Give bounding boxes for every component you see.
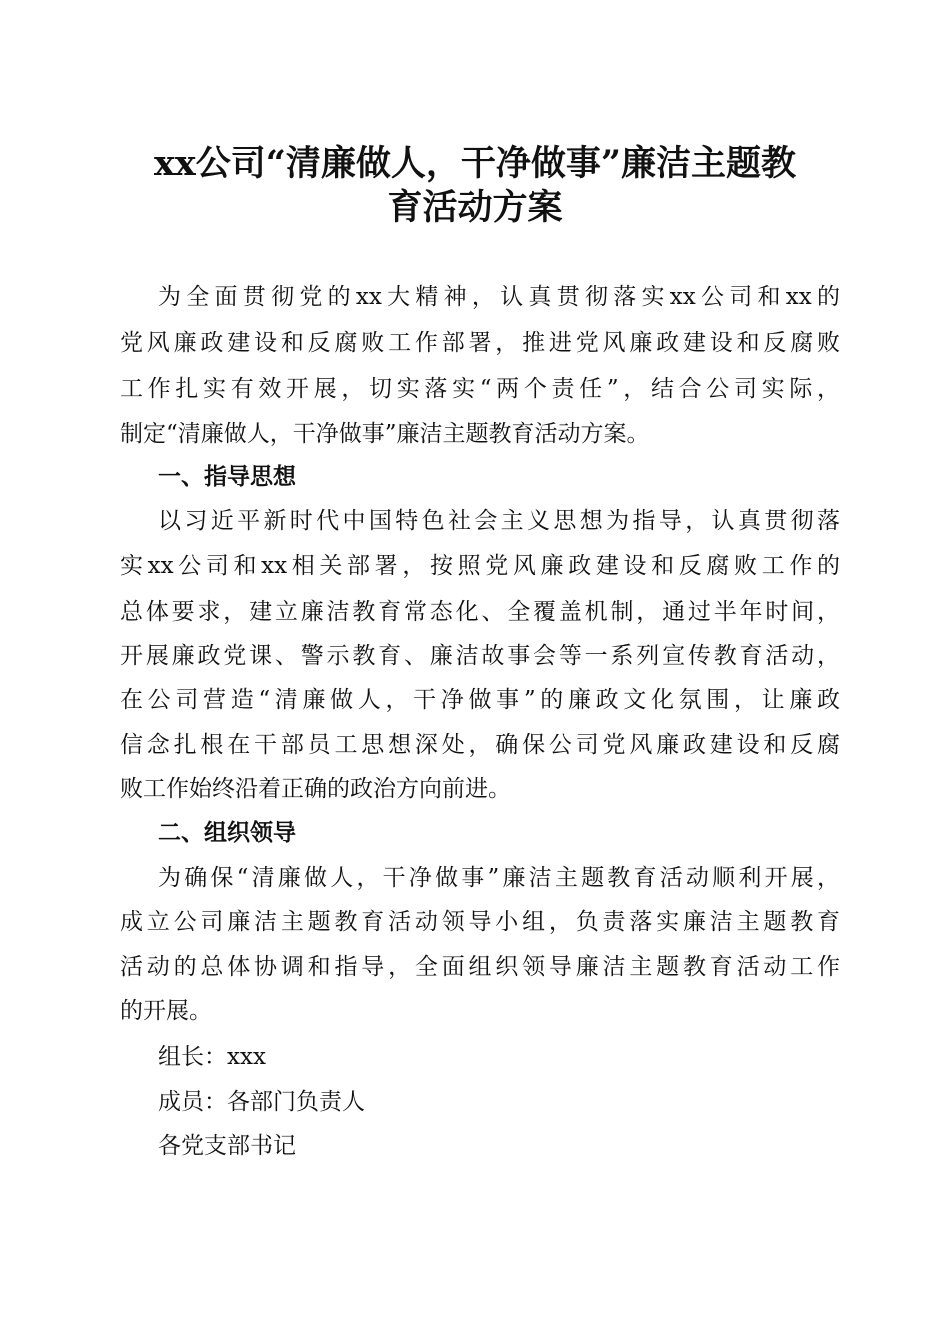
intro-line-1: 为全面贯彻党的xx大精神，认真贯彻落实xx公司和xx的 (158, 284, 840, 310)
section-1-line-5: 在公司营造“清廉做人，干净做事”的廉政文化氛围，让廉政 (120, 687, 840, 713)
intro-line-2: 党风廉政建设和反腐败工作部署，推进党风廉政建设和反腐败 (120, 330, 840, 356)
section-2-heading: 二、组织领导 (158, 820, 296, 846)
intro-line-3: 工作扎实有效开展，切实落实“两个责任”，结合公司实际， (120, 376, 840, 402)
intro-line-4: 制定“清廉做人，干净做事”廉洁主题教育活动方案。 (120, 421, 650, 447)
section-1-heading: 一、指导思想 (158, 464, 296, 490)
leader-line: 组长：xxx (158, 1044, 266, 1070)
section-1-line-6: 信念扎根在干部员工思想深处，确保公司党风廉政建设和反腐 (120, 732, 840, 758)
members-line: 成员：各部门负责人 (158, 1089, 365, 1115)
section-2-line-2: 成立公司廉洁主题教育活动领导小组，负责落实廉洁主题教育 (120, 909, 840, 935)
section-1-line-2: 实xx公司和xx相关部署，按照党风廉政建设和反腐败工作的 (120, 553, 840, 579)
section-1-line-4: 开展廉政党课、警示教育、廉洁故事会等一系列宣传教育活动， (120, 643, 840, 669)
section-2-line-3: 活动的总体协调和指导，全面组织领导廉洁主题教育活动工作 (120, 954, 840, 980)
secretaries-line: 各党支部书记 (158, 1133, 296, 1159)
document-title-line-1: xx公司“清廉做人，干净做事”廉洁主题教 (154, 143, 796, 184)
section-2-line-1: 为确保“清廉做人，干净做事”廉洁主题教育活动顺利开展， (158, 865, 840, 891)
section-1-line-7: 败工作始终沿着正确的政治方向前进。 (120, 776, 511, 802)
section-2-line-4: 的开展。 (120, 998, 212, 1024)
section-1-line-1: 以习近平新时代中国特色社会主义思想为指导，认真贯彻落 (158, 508, 840, 534)
document-title-line-2: 育活动方案 (387, 187, 563, 228)
section-1-line-3: 总体要求，建立廉洁教育常态化、全覆盖机制，通过半年时间， (120, 599, 840, 625)
